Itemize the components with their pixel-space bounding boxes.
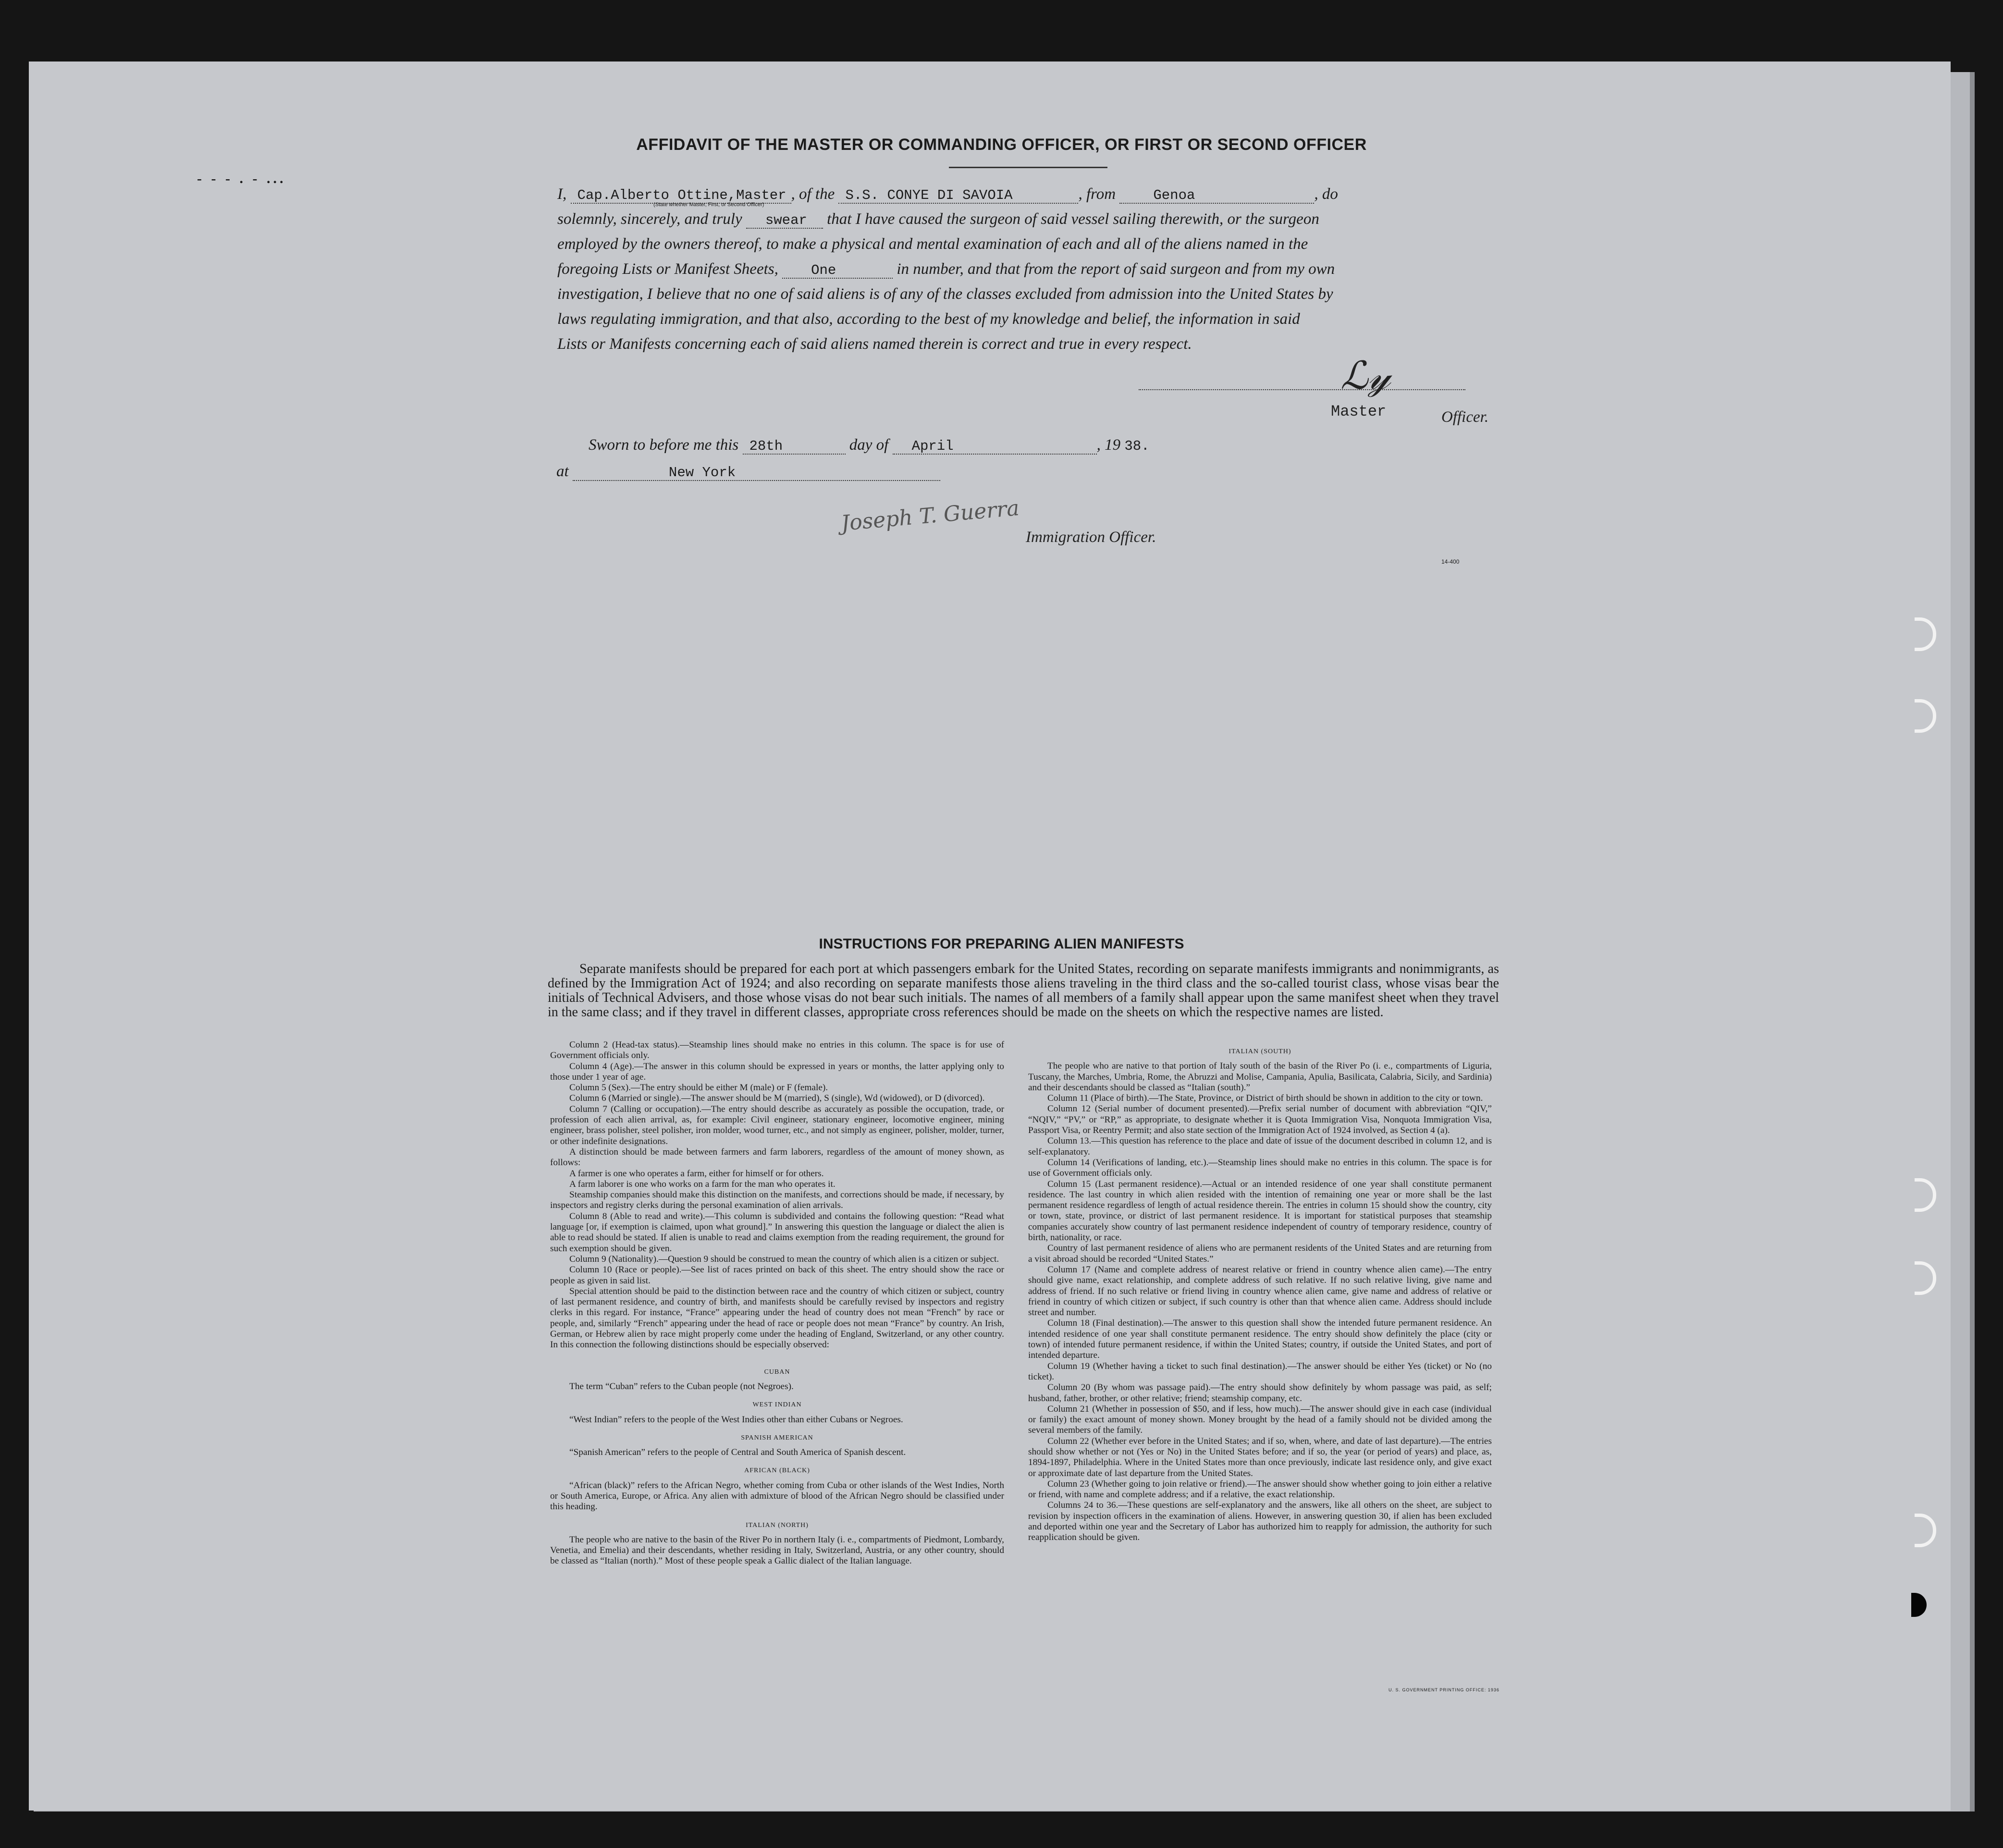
instructions-right-column xyxy=(1028,1047,1492,1543)
title-rule xyxy=(949,167,1107,168)
instruction-paragraph: Column 15 (Last permanent residence).—Actual or an intended residence of one year shall constitute permanent residence. The last country in which alien resided with the intention of remaining one year or more shall be the last permanent residence regardless of length of actual residence therein. The entries in column 15 should show the country, city or town, state, province, or district of last permanent residence. It is important for statistical purposes that steamship companies accurately show country of last permanent residence independent of country of temporary residence, country of birth, nationality, or race. xyxy=(1028,1179,1492,1243)
year-field: 38. xyxy=(1124,438,1150,454)
instruction-paragraph: Country of last permanent residence of aliens who are permanent residents of the United States and are returning from a visit abroad should be recorded “United States.” xyxy=(1028,1243,1492,1264)
month-field: April xyxy=(893,439,1097,455)
affidavit-line-4 xyxy=(557,257,1513,282)
text-do: , do xyxy=(1314,185,1338,203)
day-field: 28th xyxy=(743,439,846,455)
instruction-paragraph: Column 14 (Verifications of landing, etc.).—Steamship lines should make no entries in this column. The space is for use of Government officials only. xyxy=(1028,1157,1492,1179)
port-field: Genoa xyxy=(1119,188,1314,204)
master-signature-line xyxy=(1139,389,1465,390)
affidavit-line-7: Lists or Manifests concerning each of said aliens named therein is correct and true in every respect. xyxy=(557,335,1192,353)
affidavit-line-6: laws regulating immigration, and that also, according to the best of my knowledge and belief, the information in said xyxy=(557,310,1300,328)
instruction-paragraph: The people who are native to the basin of the River Po in northern Italy (i. e., compartments of Piedmont, Lombardy, Venetia, and Emelia) and their descendants, whether residing in Italy, Switzerland, Austria, or any other country, should be classed as “Italian (north).” Most of these people speak a Gallic dialect of the Italian language. xyxy=(550,1534,1004,1566)
instruction-paragraph: A farmer is one who operates a farm, either for himself or for others. xyxy=(569,1168,824,1179)
instruction-paragraph: Column 19 (Whether having a ticket to such final destination).—The answer should be either Yes (ticket) or No (no ticket). xyxy=(1028,1361,1492,1382)
section-heading: SPANISH AMERICAN xyxy=(741,1434,813,1441)
instructions-left-column xyxy=(550,1040,1004,1567)
text-surgeon: that I have caused the surgeon of said vessel sailing therewith, or the surgeon xyxy=(827,210,1319,228)
instruction-paragraph: Column 4 (Age).—The answer in this column should be expressed in years or months, the latter applying only to those under 1 year of age. xyxy=(550,1061,1004,1082)
text-at: at xyxy=(556,463,569,480)
master-signature: ℒ𝓎 xyxy=(1340,353,1391,398)
instructions-intro: Separate manifests should be prepared for each port at which passengers embark for the United States, recording on separate manifests immigrants and nonimmigrants, as defined by the Immigration Act of 1924; and also recording on separate manifests those aliens traveling in the third class and the so-called tourist class, whose visas bear the initials of Technical Advisers, and those whose visas do not bear such initials. The names of all members of a family shall appear upon the same manifest sheet when they travel in the same class; and if they travel in different classes, appropriate cross references should be made on the sheets on which the respective names are listed. xyxy=(548,961,1499,1020)
instruction-paragraph: “African (black)” refers to the African Negro, whether coming from Cuba or other islands of the West Indies, North or South America, Europe, or Africa. Any alien with admixture of blood of the African Negro should be classified under this heading. xyxy=(550,1480,1004,1512)
instruction-paragraph: Column 7 (Calling or occupation).—The entry should describe as accurately as possible the occupation, trade, or profession of each alien arrival, as, for example: Civil engineer, stationary engineer, locomotive engineer, mining engineer, brass polisher, steel polisher, iron molder, wood turner, etc., and not simply as engineer, polisher, molder, turner, or other indefinite designations. xyxy=(550,1104,1004,1146)
printer-imprint: U. S. GOVERNMENT PRINTING OFFICE: 1936 xyxy=(1389,1688,1499,1692)
text-of-the: , of the xyxy=(791,185,835,203)
text-in-number: in number, and that from the report of said surgeon and from my own xyxy=(897,260,1335,278)
instruction-paragraph: “Spanish American” refers to the people of Central and South America of Spanish descent. xyxy=(569,1447,906,1458)
instruction-paragraph: A distinction should be made between farmers and farm laborers, regardless of the amount of money shown, as follows: xyxy=(550,1146,1004,1168)
immigration-signature: Joseph T. Guerra xyxy=(840,495,1020,536)
instruction-paragraph: Column 12 (Serial number of document presented).—Prefix serial number of document with abbreviation “QIV,” “NQIV,” “PV,” or “RP,” as appropriate, to designate whether it is Quota Immigration Visa, Nonquota Immigration Visa, Passport Visa, or Reentry Permit; and also state section of the Immigration Act of 1924 involved, as Section 4 (a). xyxy=(1028,1104,1492,1136)
instruction-paragraph: Column 20 (By whom was passage paid).—The entry should show definitely by whom passage was paid, as self; husband, father, brother, or other relative; friend; steamship company, etc. xyxy=(1028,1382,1492,1404)
affidavit-line-3: employed by the owners thereof, to make a physical and mental examination of each and all of the aliens named in the xyxy=(557,235,1308,253)
oath-field: swear xyxy=(746,213,823,229)
instruction-paragraph: A farm laborer is one who works on a farm for the man who operates it. xyxy=(569,1179,836,1189)
text-solemnly: solemnly, sincerely, and truly xyxy=(557,210,742,228)
section-heading: ITALIAN (SOUTH) xyxy=(1229,1048,1291,1055)
instruction-paragraph: Column 9 (Nationality).—Question 9 should be construed to mean the country of which alien is a citizen or subject. xyxy=(569,1254,999,1264)
text-from: , from xyxy=(1078,185,1116,203)
instruction-paragraph: Column 22 (Whether ever before in the United States; and if so, when, where, and date of last departure).—The entries should show whether or not (Yes or No) in the United States before; and if so, the year (or period of years) and place, as, 1894-1897, Philadelphia. Where in the United States more than once previously, indicate last residence only, and give exact or approximate date of last departure from the United States. xyxy=(1028,1436,1492,1478)
instruction-paragraph: The term “Cuban” refers to the Cuban people (not Negroes). xyxy=(569,1381,794,1392)
text-sworn: Sworn to before me this xyxy=(589,436,739,454)
affidavit-body xyxy=(557,182,1513,357)
affidavit-line-5: investigation, I believe that no one of said aliens is of any of the classes excluded from admission into the United States by xyxy=(557,285,1333,303)
instruction-paragraph: Column 2 (Head-tax status).—Steamship lines should make no entries in this column. The space is for use of Government officials only. xyxy=(550,1040,1004,1061)
place-line xyxy=(556,459,893,484)
officer-suffix: Officer. xyxy=(1441,408,1489,426)
instructions-title: INSTRUCTIONS FOR PREPARING ALIEN MANIFESTS xyxy=(819,936,1184,952)
affidavit-title: AFFIDAVIT OF THE MASTER OR COMMANDING OFFICER, OR FIRST OR SECOND OFFICER xyxy=(636,136,1367,154)
section-heading: CUBAN xyxy=(764,1368,790,1376)
instruction-paragraph: The people who are native to that portion of Italy south of the basin of the River Po (i. e., compartments of Liguria, Tuscany, the Marches, Umbria, Rome, the Abruzzi and Molise, Campania, Apulia, Basilicata, Calabria, Sicily, and Sardinia) and their descendants should be classed as “Italian (south).” xyxy=(1028,1061,1492,1093)
vessel-field: S.S. CONYE DI SAVOIA xyxy=(838,188,1078,204)
instruction-paragraph: Column 21 (Whether in possession of $50, and if less, how much).—The answer should give in each case (individual or family) the exact amount of money shown. Money brought by the head of a family should not be divided among the several members of the family. xyxy=(1028,1404,1492,1436)
affidavit-line-2 xyxy=(557,207,1513,232)
instruction-paragraph: Steamship companies should make this distinction on the manifests, and corrections should be made, if necessary, by inspectors and registry clerks during the personal examination of alien arrivals. xyxy=(550,1190,1004,1211)
text-foregoing: foregoing Lists or Manifest Sheets, xyxy=(557,260,778,278)
text-i: I, xyxy=(557,185,567,203)
master-title: Master xyxy=(1331,403,1387,420)
instruction-paragraph: Column 10 (Race or people).—See list of races printed on back of this sheet. The entry should show the race or people as given in said list. xyxy=(550,1265,1004,1286)
edge-marks: - - - . - ... xyxy=(197,171,286,186)
instruction-paragraph: Column 18 (Final destination).—The answer to this question shall show the intended future permanent residence. An intended residence of one year shall constitute permanent residence. The entry should show definitely the place (city or town) of intended future permanent residence, if within the United States; country, if outside the United States, and port of intended departure. xyxy=(1028,1318,1492,1361)
instruction-paragraph: Special attention should be paid to the distinction between race and the country of which citizen or subject, country of last permanent residence, and country of birth, and manifests should be carefully revised by inspectors and registry clerks in this regard. For instance, “France” appearing under the head of country does not mean “French” by race or people, and, similarly “French” appearing under the head of race or people does not mean “France” by country. An Irish, German, or Hebrew alien by race might properly come under the heading of England, Switzerland, or any other country. In this connection the following distinctions should be especially observed: xyxy=(550,1286,1004,1350)
sworn-line xyxy=(589,432,1309,459)
instruction-paragraph: Column 17 (Name and complete address of nearest relative or friend in country whence alien came).—The entry should give name, exact relationship, and complete address of such relative. If no such relative living, give name and address of friend. If no such relative or friend living in country whence alien came, give name and address of relative or friend in country of which citizen or subject, if such country is other than that whence alien came. Address should include street and number. xyxy=(1028,1264,1492,1318)
officer-name-field: Cap.Alberto Ottine,Master xyxy=(571,188,791,204)
sheets-field: One xyxy=(782,263,893,279)
instruction-paragraph: Column 5 (Sex).—The entry should be either M (male) or F (female). xyxy=(569,1083,828,1093)
form-code: 14-400 xyxy=(1441,558,1460,565)
section-heading: AFRICAN (BLACK) xyxy=(744,1467,810,1475)
place-field: New York xyxy=(573,466,940,481)
instruction-paragraph: “West Indian” refers to the people of the West Indies other than either Cubans or Negroes. xyxy=(569,1414,903,1425)
section-heading: ITALIAN (NORTH) xyxy=(746,1521,809,1529)
instruction-paragraph: Column 11 (Place of birth).—The State, Province, or District of birth should be shown in addition to the city or town. xyxy=(1047,1093,1483,1104)
text-day-of: day of xyxy=(849,436,889,454)
instruction-paragraph: Column 8 (Able to read and write).—This column is subdivided and contains the following question: “Read what language [or, if exemption is claimed, upon what ground].” In answering this question the language or dialect the alien is able to read should be stated. If alien is unable to read and claims exemption from the reading requirement, the ground for such exemption should be given. xyxy=(550,1211,1004,1254)
text-nineteen: , 19 xyxy=(1096,436,1121,454)
officer-note: (State whether Master, First, or Second Officer) xyxy=(653,202,764,208)
instruction-paragraph: Columns 24 to 36.—These questions are self-explanatory and the answers, like all others on the sheet, are subject to revision by inspection officers in the examination of aliens. However, in answering question 30, if alien has been excluded and deported within one year and the Secretary of Labor has authorized him to reapply for admission, the authority for such reapplication should be given. xyxy=(1028,1500,1492,1543)
immigration-officer-label: Immigration Officer. xyxy=(1026,529,1156,546)
instruction-paragraph: Column 6 (Married or single).—The answer should be M (married), S (single), Wd (widowed), or D (divorced). xyxy=(569,1093,985,1104)
instruction-paragraph: Column 23 (Whether going to join relative or friend).—The answer should show whether going to join either a relative or friend, with name and complete address; and if a relative, the exact relationship. xyxy=(1028,1478,1492,1500)
section-heading: WEST INDIAN xyxy=(752,1401,802,1409)
instruction-paragraph: Column 13.—This question has reference to the place and date of issue of the document described in column 12, and is self-explanatory. xyxy=(1028,1136,1492,1157)
